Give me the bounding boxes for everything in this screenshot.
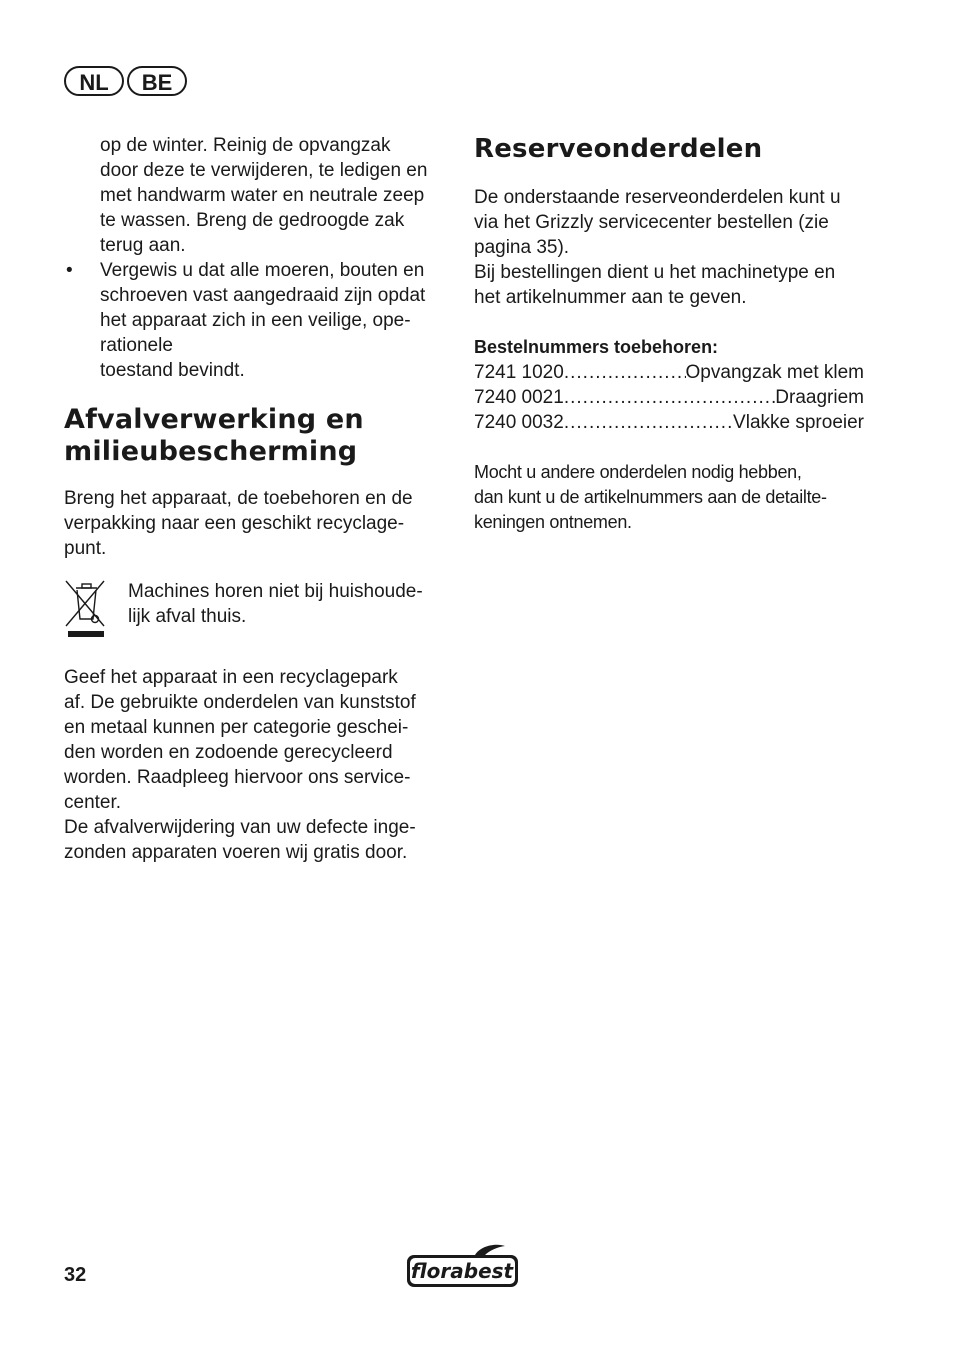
text-line: en metaal kunnen per categorie geschei- — [64, 717, 409, 738]
left-column — [64, 133, 449, 865]
parts-note-paragraph — [474, 460, 864, 535]
text-line: af. De gebruikte onderdelen van kunststof — [64, 692, 416, 713]
text-line: dan kunt u de artikelnummers aan de detailte- — [474, 487, 827, 507]
text-line: lijk afval thuis. — [128, 606, 247, 627]
text-line: het apparaat zich in een veilige, ope- — [100, 310, 411, 331]
order-number: 7240 0032 — [474, 412, 564, 433]
bullet-icon: • — [66, 260, 73, 281]
text-line: Mocht u andere onderdelen nodig hebben, — [474, 462, 802, 482]
text-line: Machines horen niet bij huishoude- — [128, 581, 423, 602]
text-line: Geef het apparaat in een recyclagepark — [64, 667, 398, 688]
leader-dots — [564, 410, 733, 435]
order-row — [474, 410, 864, 435]
text-line: schroeven vast aangedraaid zijn opdat — [100, 285, 426, 306]
page-number: 32 — [64, 1264, 87, 1286]
heading-line: milieubescherming — [64, 436, 358, 467]
right-column — [474, 133, 864, 535]
weee-text — [128, 579, 423, 629]
text-line: het artikelnummer aan te geven. — [474, 287, 747, 308]
leader-dots — [564, 360, 686, 385]
text-line: pagina 35). — [474, 237, 570, 258]
order-list — [474, 360, 864, 435]
text-line: toestand bevindt. — [100, 360, 245, 381]
order-number: 7240 0021 — [474, 387, 564, 408]
text-line: De onderstaande reserveonderdelen kunt u — [474, 187, 841, 208]
section-heading-reserve: Reserveonderdelen — [474, 134, 763, 164]
weee-notice — [64, 579, 449, 639]
logo-text: florabest — [410, 1259, 514, 1283]
text-line: punt. — [64, 538, 107, 559]
intro-paragraph — [64, 133, 449, 258]
language-badge-nl: NL — [64, 66, 124, 96]
text-line: Breng het apparaat, de toebehoren en de — [64, 488, 413, 509]
text-line: den worden en zodoende gerecycleerd — [64, 742, 393, 763]
disposal-paragraph — [64, 665, 449, 865]
text-line: via het Grizzly servicecenter bestellen (zie — [474, 212, 829, 233]
text-line: zonden apparaten voeren wij gratis door. — [64, 842, 408, 863]
florabest-logo — [405, 1243, 520, 1289]
order-name: Opvangzak met klem — [685, 362, 864, 383]
text-line: keningen ontnemen. — [474, 512, 632, 532]
text-line: met handwarm water en neutrale zeep — [100, 185, 425, 206]
text-line: te wassen. Breng de gedroogde zak — [100, 210, 405, 231]
text-line: worden. Raadpleeg hiervoor ons service- — [64, 767, 411, 788]
parts-intro-paragraph — [474, 185, 864, 310]
order-row — [474, 385, 864, 410]
text-line: De afvalverwijdering van uw defecte inge- — [64, 817, 416, 838]
order-number: 7241 1020 — [474, 362, 564, 383]
section-heading-afval — [64, 404, 449, 468]
text-line: verpakking naar een geschikt recyclage- — [64, 513, 405, 534]
bullet-item — [64, 258, 449, 383]
recycling-paragraph — [64, 486, 449, 561]
order-name: Vlakke sproeier — [733, 412, 864, 433]
text-line: door deze te verwijderen, te ledigen en — [100, 160, 428, 181]
order-numbers-title: Bestelnummers toebehoren: — [474, 337, 719, 357]
crossed-out-bin-icon — [64, 579, 108, 639]
heading-line: Afvalverwerking en — [64, 404, 364, 435]
text-line: op de winter. Reinig de opvangzak — [100, 135, 391, 156]
language-badge-be: BE — [127, 66, 187, 96]
text-line: terug aan. — [100, 235, 186, 256]
text-line: rationele — [100, 335, 173, 356]
order-name: Draagriem — [775, 387, 864, 408]
text-line: Vergewis u dat alle moeren, bouten en — [100, 260, 425, 281]
text-line: center. — [64, 792, 122, 813]
leader-dots — [564, 385, 775, 410]
text-line: Bij bestellingen dient u het machinetype en — [474, 262, 836, 283]
order-row — [474, 360, 864, 385]
